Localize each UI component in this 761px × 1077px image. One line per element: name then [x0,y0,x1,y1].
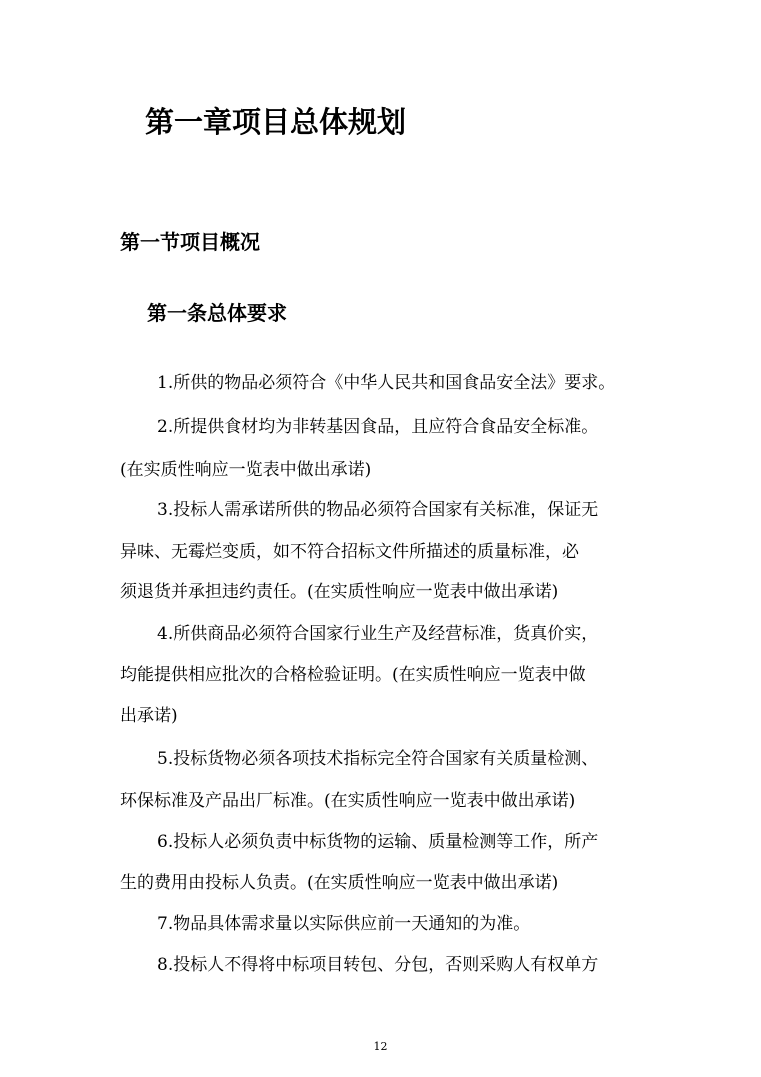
paragraph-line: 生的费用由投标人负责。(在实质性响应一览表中做出承诺) [120,873,559,893]
paragraph-line: 出承诺) [120,706,178,726]
paragraph-line: 5.投标货物必须各项技术指标完全符合国家有关质量检测、 [157,749,599,769]
paragraph-line: 6.投标人必须负责中标货物的运输、质量检测等工作，所产 [157,832,599,852]
page-number: 12 [373,1040,388,1053]
paragraph-line: 7.物品具体需求量以实际供应前一天通知的为准。 [157,914,531,934]
paragraph-line: 均能提供相应批次的合格检验证明。(在实质性响应一览表中做 [120,665,586,685]
paragraph-line: 2.所提供食材均为非转基因食品，且应符合食品安全标准。 [157,417,599,437]
section-title: 第一节项目概况 [120,230,260,254]
paragraph-line: 3.投标人需承诺所供的物品必须符合国家有关标准，保证无 [157,500,599,520]
paragraph-line: 4.所供商品必须符合国家行业生产及经营标准，货真价实， [157,624,599,644]
paragraph-line: 异味、无霉烂变质，如不符合招标文件所描述的质量标准，必 [120,542,579,562]
paragraph-line: 8.投标人不得将中标项目转包、分包，否则采购人有权单方 [157,955,599,975]
paragraph-line: 须退货并承担违约责任。(在实质性响应一览表中做出承诺) [120,582,559,602]
paragraph-line: (在实质性响应一览表中做出承诺) [120,460,372,480]
paragraph-line: 1.所供的物品必须符合《中华人民共和国食品安全法》要求。 [157,373,616,393]
chapter-title: 第一章项目总体规划 [145,105,407,139]
paragraph-line: 环保标准及产品出厂标准。(在实质性响应一览表中做出承诺) [120,791,576,811]
article-title: 第一条总体要求 [147,301,287,325]
